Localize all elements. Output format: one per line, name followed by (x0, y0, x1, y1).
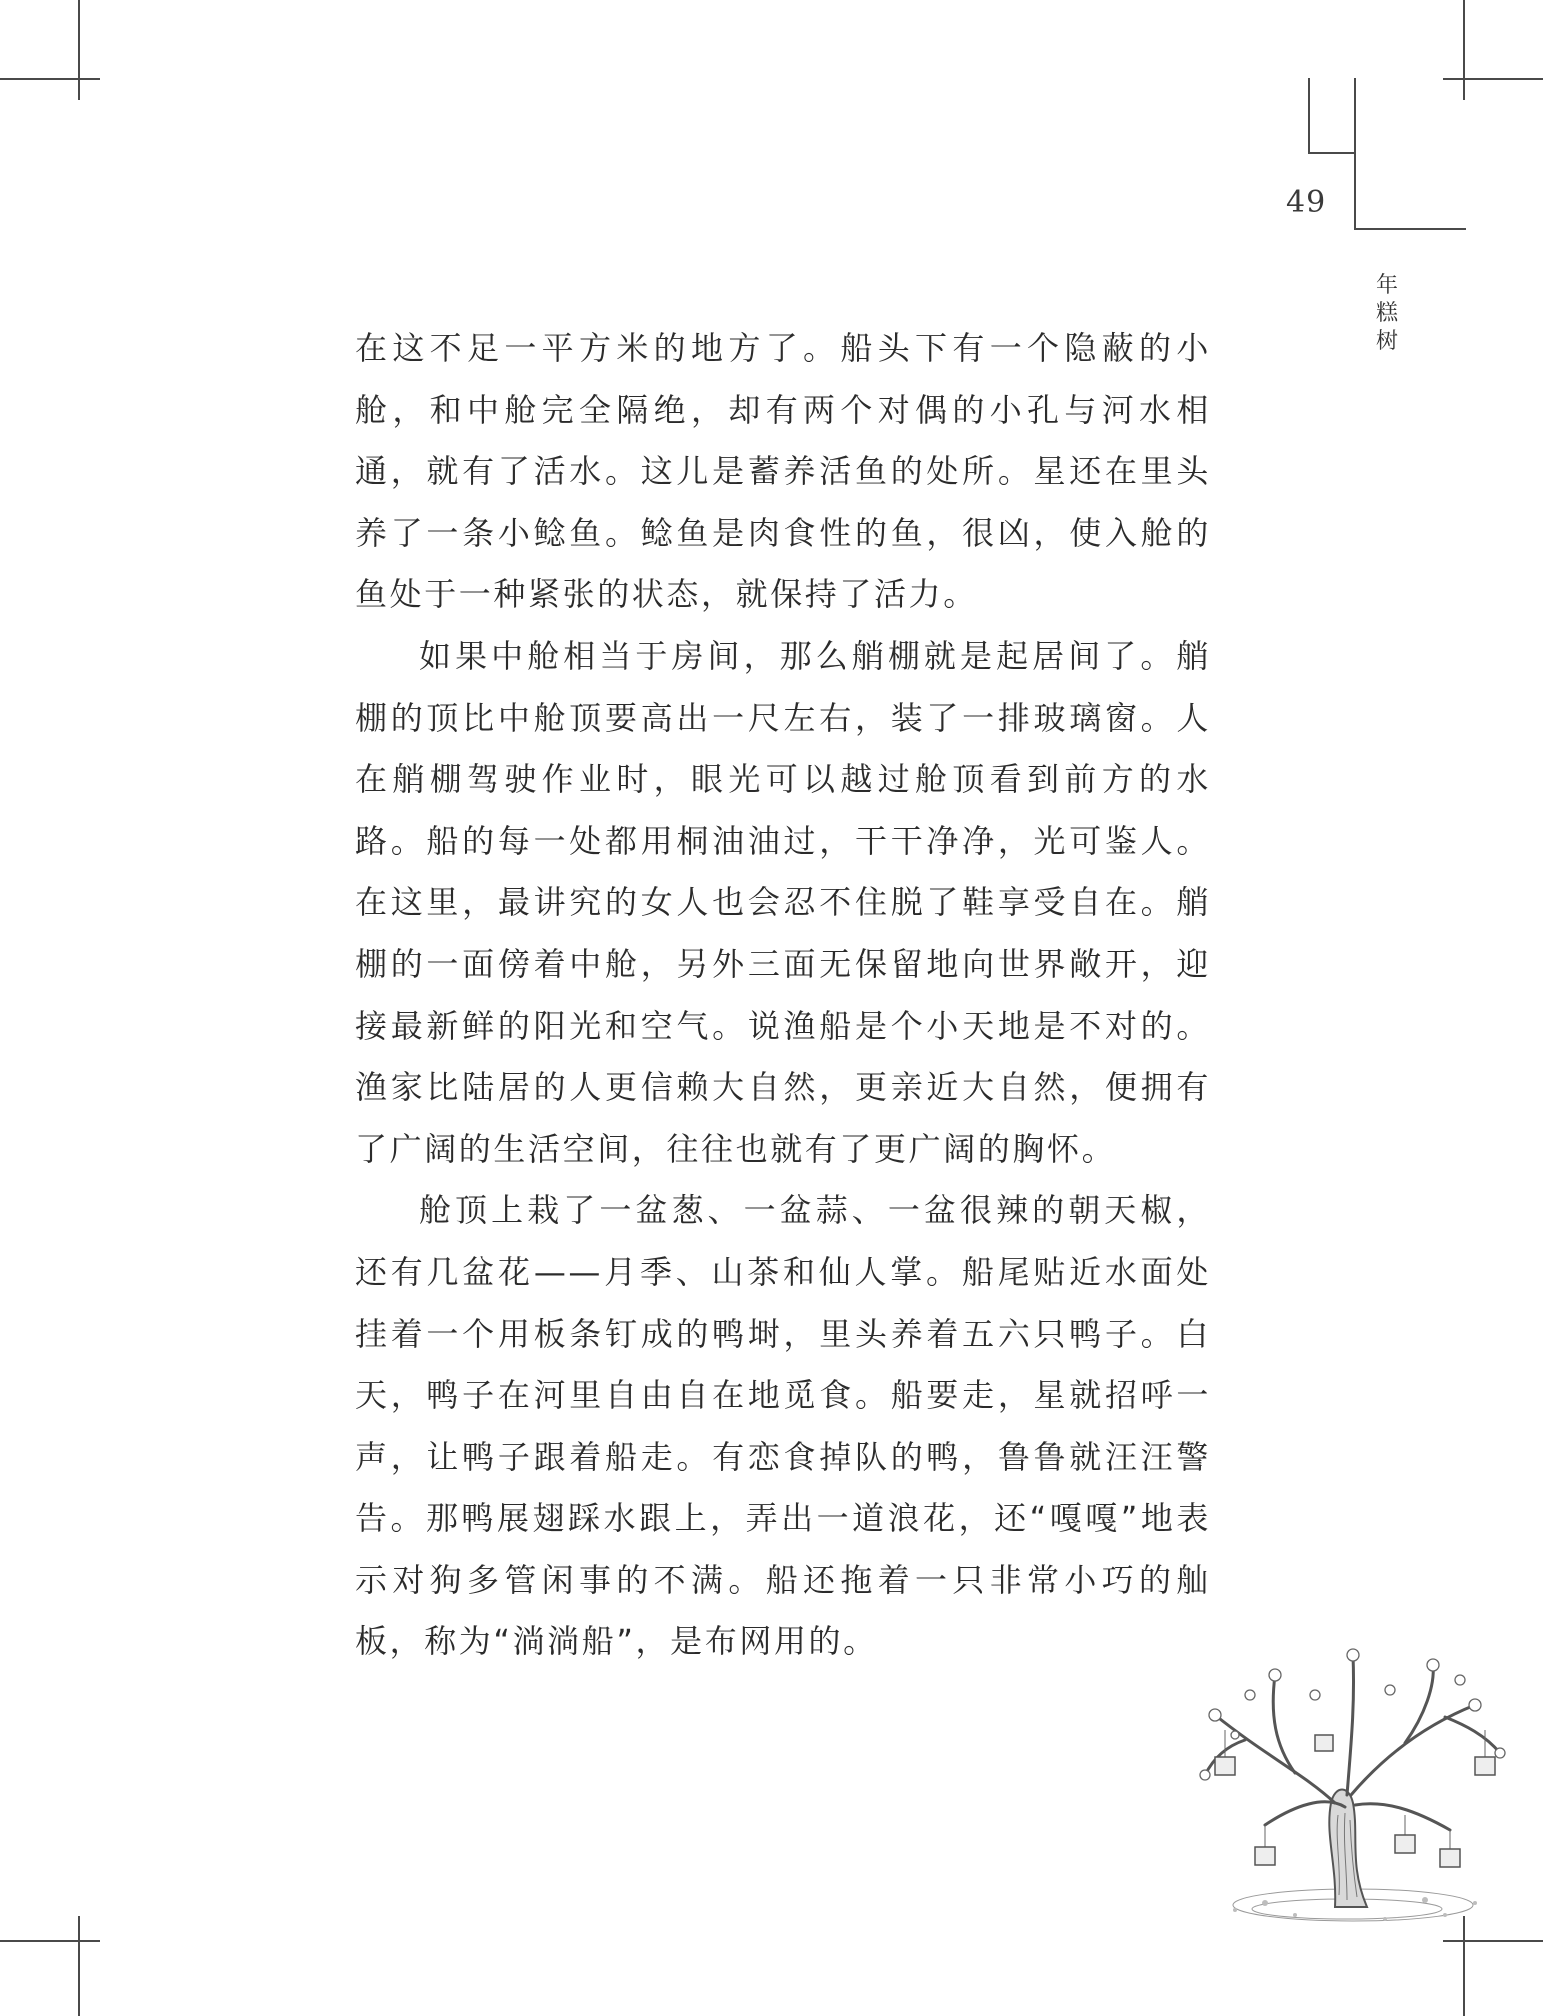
crop-mark-top-right-v (1463, 0, 1465, 100)
header-rule-left (1308, 78, 1310, 152)
crop-mark-top-right-h (1443, 78, 1543, 80)
running-title-char: 树 (1375, 329, 1398, 354)
running-title-char: 年 (1375, 273, 1398, 298)
running-title-char: 糕 (1375, 301, 1398, 326)
crop-mark-top-left-h (0, 78, 100, 80)
crop-mark-bottom-left-h (0, 1940, 100, 1942)
paragraph: 如果中舱相当于房间，那么艄棚就是起居间了。艄棚的顶比中舱顶要高出一尺左右，装了一排玻璃窗。人在艄棚驾驶作业时，眼光可以越过舱顶看到前方的水路。船的每一处都用桐油油过，干干净净，光可鉴人。在这里，最讲究的女人也会忍不住脱了鞋享受自在。艄棚的一面傍着中舱，另外三面无保留地向世界敞开，迎接最新鲜的阳光和空气。说渔船是个小天地是不对的。渔家比陆居的人更信赖大自然，更亲近大自然，便拥有了广阔的生活空间，往往也就有了更广阔的胸怀。 (355, 636, 1211, 1168)
header-rule-bottom (1354, 228, 1466, 230)
crop-mark-bottom-right-h (1443, 1940, 1543, 1942)
running-title (1370, 272, 1404, 356)
crop-mark-bottom-left-v (78, 1916, 80, 2016)
body-text (355, 318, 1211, 1673)
paragraph: 舱顶上栽了一盆葱、一盆蒜、一盆很辣的朝天椒，还有几盆花——月季、山茶和仙人掌。船尾贴近水面处挂着一个用板条钉成的鸭埘，里头养着五六只鸭子。白天，鸭子在河里自由自在地觅食。船要走，星就招呼一声，让鸭子跟着船走。有恋食掉队的鸭，鲁鲁就汪汪警告。那鸭展翅踩水跟上，弄出一道浪花，还“嘎嘎”地表示对狗多管闲事的不满。船还拖着一只非常小巧的舢板，称为“淌淌船”，是布网用的。 (355, 1191, 1211, 1661)
tree-with-hanging-gifts-icon (1175, 1635, 1520, 1935)
header-rule-mid (1308, 152, 1354, 154)
paragraph: 在这不足一平方米的地方了。船头下有一个隐蔽的小舱，和中舱完全隔绝，却有两个对偶的小孔与河水相通，就有了活水。这儿是蓄养活鱼的处所。星还在里头养了一条小鲶鱼。鲶鱼是肉食性的鱼，很凶，使入舱的鱼处于一种紧张的状态，就保持了活力。 (355, 329, 1211, 614)
crop-mark-top-left-v (78, 0, 80, 100)
page-number: 49 (1286, 185, 1327, 220)
